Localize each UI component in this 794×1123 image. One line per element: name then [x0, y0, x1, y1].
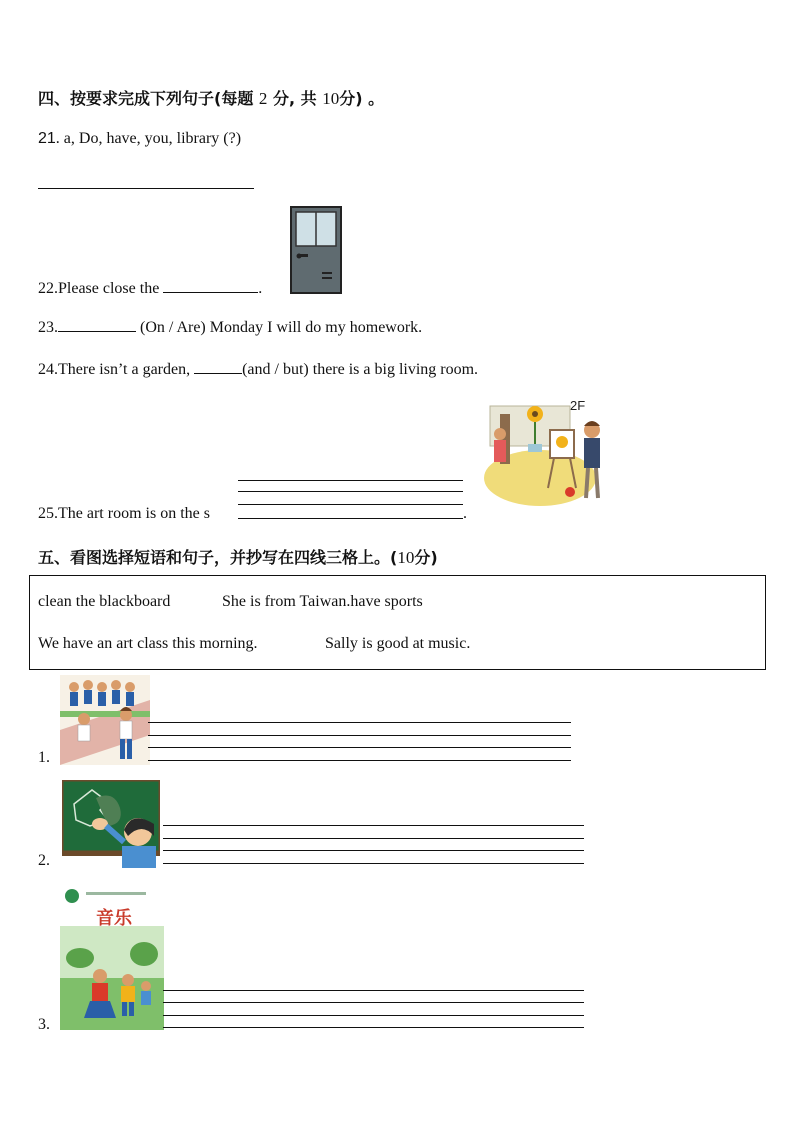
item-2-number: 2.	[38, 852, 50, 869]
heading-total: 10	[322, 89, 340, 108]
item-1-number: 1.	[38, 749, 50, 766]
heading-text-end: 分)	[414, 548, 438, 567]
q25-writing-line-4[interactable]	[238, 518, 463, 519]
item-1-line-3[interactable]	[148, 747, 571, 748]
heading-total: 10	[397, 548, 415, 567]
item-3-line-1[interactable]	[163, 990, 584, 991]
question-25-suffix: .	[463, 505, 467, 522]
question-text: 22.Please close the	[38, 280, 160, 297]
answer-blank-24[interactable]	[194, 359, 242, 374]
q25-writing-line-3[interactable]	[238, 504, 463, 505]
item-1-line-2[interactable]	[148, 735, 571, 736]
item-2-line-3[interactable]	[163, 850, 584, 851]
book-title: 音乐	[96, 908, 132, 929]
options-box	[29, 575, 766, 670]
option-sally-music: Sally is good at music.	[325, 635, 471, 652]
item-1-line-4[interactable]	[148, 760, 571, 761]
question-text: (On / Are) Monday I will do my homework.	[140, 319, 423, 336]
question-number: 23.	[38, 319, 58, 336]
item-2-line-4[interactable]	[163, 863, 584, 864]
sports-picture	[60, 675, 150, 765]
blackboard-picture	[62, 780, 160, 868]
heading-text: 四、按要求完成下列句子(每题	[38, 89, 254, 108]
item-2-line-2[interactable]	[163, 838, 584, 839]
music-book-picture	[60, 888, 164, 1030]
question-text: 24.There isn’t a garden,	[38, 361, 191, 378]
question-text: . a, Do, have, you, library (?)	[55, 130, 242, 147]
item-2-line-1[interactable]	[163, 825, 584, 826]
heading-text-end: 分) 。	[339, 89, 385, 108]
art-room-picture	[480, 396, 610, 518]
item-1-line-1[interactable]	[148, 722, 571, 723]
section-5-heading	[38, 545, 438, 568]
q25-writing-line-2[interactable]	[238, 491, 463, 492]
item-3-line-3[interactable]	[163, 1015, 584, 1016]
option-taiwan-sports: She is from Taiwan.have sports	[222, 593, 423, 610]
question-text-rest: (and / but) there is a big living room.	[242, 361, 479, 378]
item-3-line-4[interactable]	[163, 1027, 584, 1028]
floor-label: 2F	[570, 398, 586, 413]
question-suffix: .	[258, 280, 263, 297]
option-clean-blackboard: clean the blackboard	[38, 593, 171, 610]
q25-writing-line-1[interactable]	[238, 480, 463, 481]
question-22	[38, 278, 262, 298]
question-23	[38, 317, 422, 337]
heading-text-mid: 分, 共	[272, 89, 317, 108]
item-3-number: 3.	[38, 1016, 50, 1033]
option-art-class: We have an art class this morning.	[38, 635, 258, 652]
question-24	[38, 359, 478, 379]
section-4-heading	[38, 86, 384, 109]
answer-blank-22[interactable]	[163, 278, 258, 293]
question-25	[38, 505, 210, 523]
answer-blank-23[interactable]	[58, 317, 136, 332]
question-text: 25.The art room is on the s	[38, 505, 210, 522]
question-number: 21	[38, 130, 56, 147]
heading-text: 五、看图选择短语和句子，并抄写在四线三格上。(	[38, 548, 398, 567]
item-3-line-2[interactable]	[163, 1002, 584, 1003]
answer-line-21[interactable]	[38, 188, 254, 189]
question-21	[38, 130, 241, 148]
heading-points: 2	[258, 89, 268, 108]
door-picture	[290, 206, 342, 294]
